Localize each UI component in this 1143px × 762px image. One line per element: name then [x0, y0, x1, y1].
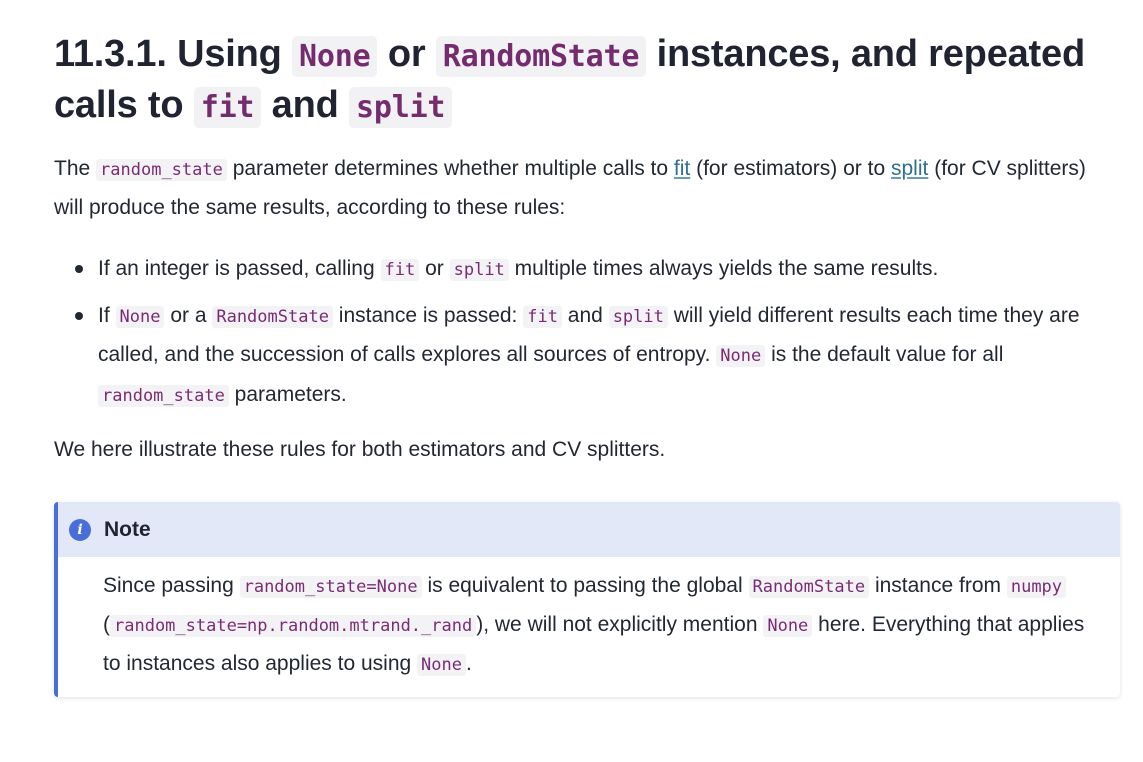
note-text: (: [103, 613, 110, 636]
illustration-paragraph: We here illustrate these rules for both estimators and CV splitters.: [54, 438, 666, 461]
info-icon: i: [69, 519, 91, 541]
bullet-dot: [75, 312, 83, 320]
list-text: or a: [170, 303, 207, 327]
intro-paragraph: [54, 150, 1114, 227]
inline-code: fit: [523, 306, 562, 328]
note-text: ), we will not explicitly mention: [476, 613, 758, 636]
list-text: or: [425, 257, 444, 280]
heading-number: 11.3.1.: [54, 33, 167, 75]
bullet-dot: [75, 265, 83, 273]
inline-code: random_state=None: [240, 576, 422, 598]
inline-code: random_state=np.random.mtrand._rand: [110, 615, 476, 637]
note-header: [58, 502, 1120, 557]
inline-code: fit: [381, 259, 420, 281]
para-text: (for estimators) or to: [696, 157, 886, 180]
inline-code: None: [763, 615, 812, 637]
note-title: Note: [104, 517, 151, 541]
section-heading: [54, 30, 1114, 132]
heading-code-fit: fit: [194, 87, 262, 128]
heading-text: or: [387, 33, 426, 75]
note-text: is equivalent to passing the global: [427, 574, 743, 597]
heading-code-none: None: [292, 36, 377, 77]
heading-code-split: split: [349, 87, 452, 128]
para-text: The: [54, 157, 91, 180]
para-text: parameter determines whether multiple calls to: [232, 157, 669, 180]
inline-code: RandomState: [212, 306, 333, 328]
note-admonition: [54, 502, 1120, 697]
inline-code: split: [609, 306, 668, 328]
list-text: instance is passed:: [338, 303, 518, 327]
inline-code: numpy: [1007, 576, 1066, 598]
inline-code: random_state: [98, 385, 229, 407]
inline-code: RandomState: [749, 576, 870, 598]
fit-link[interactable]: fit: [673, 157, 691, 180]
heading-text: instances, and repeated calls to: [54, 33, 1085, 126]
rules-list: [54, 250, 1120, 422]
list-text: is the default value for all: [771, 343, 1004, 366]
inline-code: None: [116, 306, 165, 328]
inline-code: None: [716, 345, 765, 367]
heading-code-randomstate: RandomState: [436, 36, 646, 77]
inline-code: split: [450, 259, 509, 281]
list-text: parameters.: [234, 382, 347, 406]
note-text: instance from: [874, 574, 1001, 597]
note-text: .: [466, 652, 472, 675]
heading-text: Using: [177, 33, 282, 75]
para-text: (for CV splitters) will produce the same results, according to these rules:: [54, 157, 1086, 219]
note-text: here. Everything that applies to instances also applies to using: [103, 613, 1085, 675]
list-text: If an integer is passed, calling: [98, 257, 375, 280]
inline-code: random_state: [96, 159, 227, 181]
list-item: [98, 250, 1120, 290]
inline-code: None: [417, 654, 466, 676]
list-text: will yield different results each time they are called, and the succession of calls explores all sources of entropy.: [98, 303, 1080, 366]
note-body: [58, 557, 1120, 684]
note-text: Since passing: [103, 574, 234, 597]
list-text: and: [567, 303, 603, 327]
list-text: multiple times always yields the same results.: [514, 257, 939, 280]
list-item: [98, 297, 1120, 416]
split-link[interactable]: split: [891, 157, 929, 180]
heading-text: and: [271, 84, 339, 126]
list-text: If: [98, 303, 110, 327]
